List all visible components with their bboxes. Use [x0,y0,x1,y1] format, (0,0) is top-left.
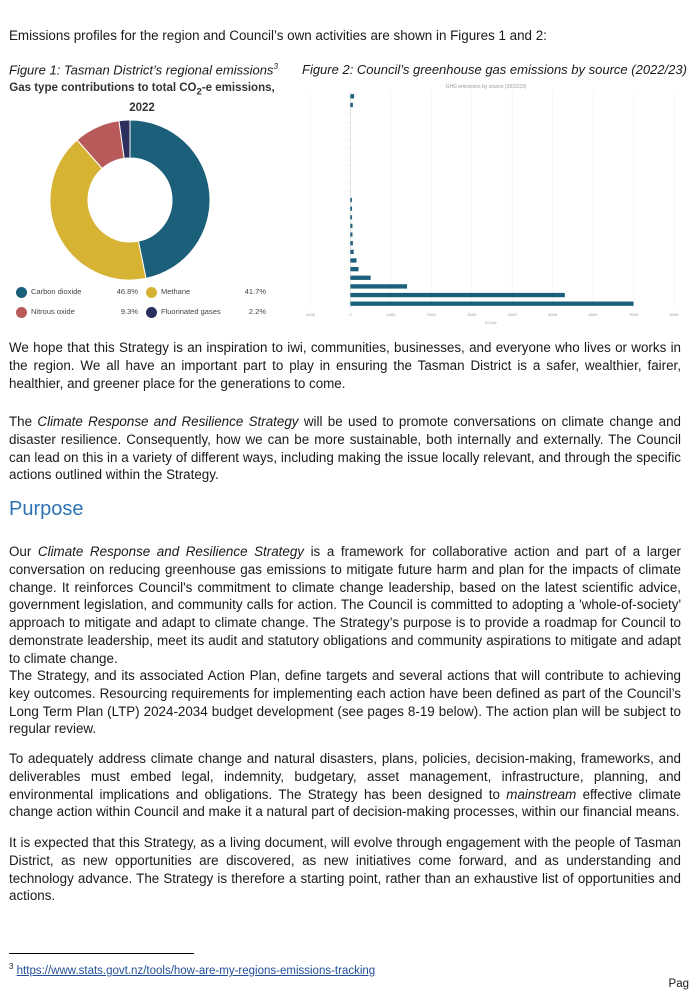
paragraph-action-plan: The Strategy, and its associated Action Plan, define targets and several actions that will contribute to achieving key outcomes. Resourcing requirements for implementing each action have been defined as part of the Council’s Long Term Plan (LTP) 2024-2034 budget development (see pages 8-19 below). The action plan will be subject to regular review. [9,668,681,737]
bar-x-tick-label: 5000 [548,312,558,317]
bar-x-tick-label: 4000 [507,312,517,317]
purpose-heading: Purpose [9,498,84,520]
donut-chart [40,120,220,280]
bar [350,302,633,306]
paragraph-purpose: Our Climate Response and Resilience Strategy is a framework for collaborative action and part of a larger conversation on reducing greenhouse gas emissions to mitigate future harm and plan for the impacts of climate change. It reinforces Council's commitment to climate change leadership, based on the latest scientific advice, government legislation, and community calls for action. The Council is committed to adopting a 'whole-of-society' approach to mitigate and adapt to climate change. The Strategy’s purpose is to provide a roadmap for Council to demonstrate leadership, meet its audit and statutory obligations and community aspirations to mitigate and adapt to climate change. [9,544,681,666]
bar [350,103,352,107]
donut-chart-title: Gas type contributions to total $CO_2-e$ emissions, 2022 [9,82,275,115]
bar [350,94,354,98]
bar-x-tick-label: 0 [349,312,352,317]
carbon-dioxide-swatch [16,287,27,298]
bar [350,241,352,245]
figure1-caption: Figure 1: Tasman District’s regional emissions$^3$ [9,62,278,78]
bar-x-tick-label: 8000 [669,312,679,317]
footnote-divider [9,953,194,954]
bar [350,232,352,236]
legend-carbon-dioxide-value: 46.8% [116,287,138,296]
figure2-caption: Figure 2: Council’s greenhouse gas emissions by source (2022/23) [302,62,687,77]
bar [350,206,352,210]
methane-swatch [146,287,157,298]
bar [350,284,407,288]
footnote: $^3$ https://www.stats.govt.nz/tools/how-are-my-regions-emissions-tracking [9,962,376,977]
legend-carbon-dioxide: Carbon dioxide [16,285,81,299]
bar [350,276,370,280]
legend-nitrous-oxide-value: 9.3% [120,307,138,316]
bar [350,198,352,202]
paragraph-mainstream: To adequately address climate change and natural disasters, plans, policies, decision-making, frameworks, and deliverables must embed legal, indemnity, budgetary, asset management, infrastructure, planning, and environmental implications and obligations. The Strategy has been designed to mainstream effective climate change action within Council and make it a natural part of decision-making processes, within our financial means. [9,751,681,820]
paragraph-hope: We hope that this Strategy is an inspiration to iwi, communities, businesses, and everyone who lives or works in the region. We all have an important part to play in ensuring the Tasman District is a safer, wealthier, fairer, healthier, and greener place for the generations to come. [9,340,681,391]
donut-slice-carbon-dioxide [130,120,210,278]
intro-text: Emissions profiles for the region and Council’s own activities are shown in Figures 1 and 2: [9,28,547,43]
bar-x-tick-label: 6000 [588,312,598,317]
bar [350,293,564,297]
footnote-link[interactable]: https://www.stats.govt.nz/tools/how-are-my-regions-emissions-tracking [16,964,376,977]
legend-nitrous-oxide: Nitrous oxide [16,305,75,319]
legend-fluorinated-gases: Fluorinated gases [146,305,221,319]
bar-chart [296,80,681,325]
bar-chart-title: GHG emissions by source (2022/23) [445,84,527,90]
paragraph-strategy-use: The Climate Response and Resilience Strategy will be used to promote conversations on climate change and disaster resilience. Consequently, how we can be more sustainable, both internally and externally. The Council can lead on this in a variety of different ways, including making the issue locally relevant, and through the specific actions outlined within the Strategy. [9,414,681,483]
bar-x-axis-label: tCO2e [485,320,497,325]
paragraph-living-document: It is expected that this Strategy, as a living document, will evolve through engagement with the people of Tasman District, as new opportunities are discovered, as new initiatives come forward, and as understanding and technology advance. The Strategy is therefore a starting point, rather than an exhaustive list of opportunities and actions. [9,835,681,904]
bar [350,215,352,219]
bar [350,224,352,228]
bar-x-tick-label: 2000 [426,312,436,317]
bar-x-tick-label: -1000 [304,312,316,317]
bar [350,258,356,262]
legend-methane-value: 41.7% [244,287,266,296]
bar-x-tick-label: 7000 [629,312,639,317]
fluorinated-gases-swatch [146,307,157,318]
bar [350,250,353,254]
nitrous-oxide-swatch [16,307,27,318]
bar-x-tick-label: 1000 [386,312,396,317]
legend-methane: Methane [146,285,190,299]
page-label: Pag [668,978,689,990]
legend-fluorinated-gases-value: 2.2% [248,307,266,316]
bar-x-tick-label: 3000 [467,312,477,317]
bar [350,267,358,271]
